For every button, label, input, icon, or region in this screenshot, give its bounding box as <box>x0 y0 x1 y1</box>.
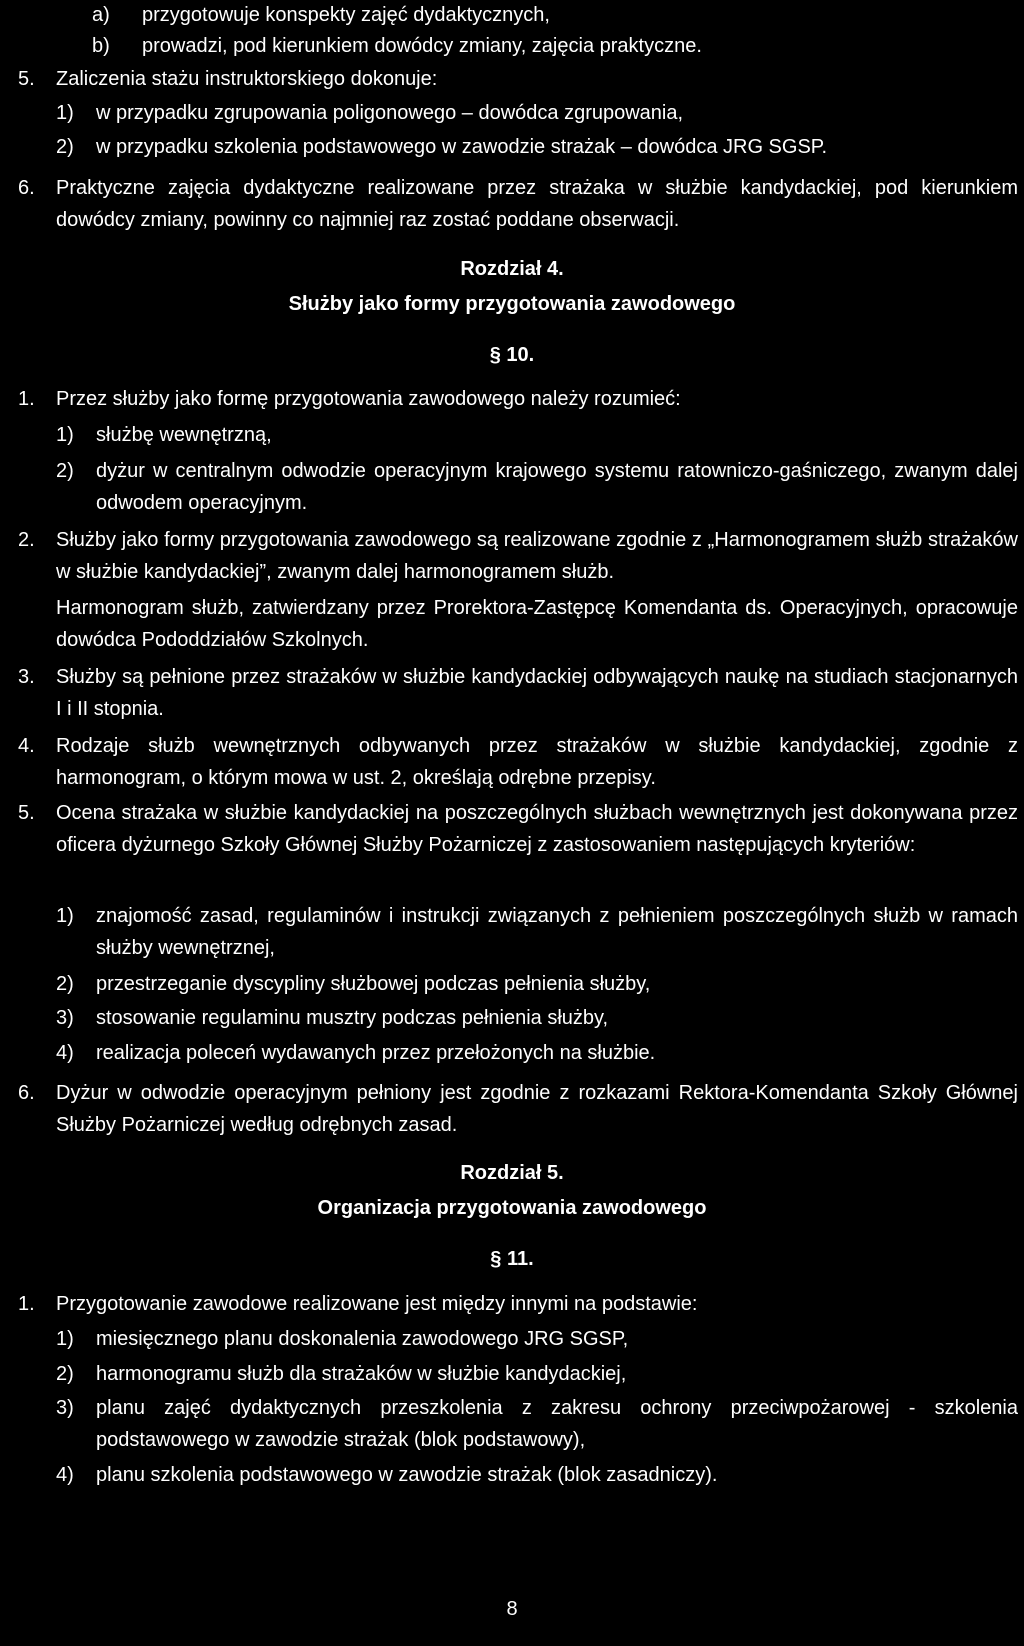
paragraph <box>18 524 1018 588</box>
list-item <box>56 419 1018 451</box>
paragraph <box>18 797 1018 861</box>
paragraph-number: 6. <box>18 177 35 199</box>
item-number: 4) <box>56 1464 74 1486</box>
item-text: w przypadku zgrupowania poligonowego – dowódca zgrupowania, <box>96 102 684 124</box>
paragraph-number: 6. <box>18 1082 35 1104</box>
section-sign: § 10. <box>489 344 535 366</box>
item-number: 1) <box>56 1328 74 1350</box>
paragraph <box>18 172 1018 236</box>
paragraph <box>18 730 1018 794</box>
item-number: 2) <box>56 460 74 482</box>
list-item <box>56 1392 1018 1456</box>
paragraph-number: 1. <box>18 388 35 410</box>
paragraph-text: Służby są pełnione przez strażaków w służbie kandydackiej odbywających naukę na studiach stacjonarnych I i II stopnia. <box>56 666 1018 720</box>
item-number: 2) <box>56 973 74 995</box>
paragraph-text: Rodzaje służb wewnętrznych odbywanych przez strażaków w służbie kandydackiej, zgodnie z harmonogram, o którym mowa w ust. 2, określają odrębne przepisy. <box>56 735 1018 789</box>
chapter-label: Rozdział 4. <box>460 258 564 280</box>
list-item <box>56 455 1018 519</box>
page-number: 8 <box>506 1598 518 1620</box>
item-label: b) <box>92 35 110 57</box>
chapter-label: Rozdział 5. <box>460 1162 564 1184</box>
list-item <box>56 1323 1018 1355</box>
paragraph-text: Zaliczenia stażu instruktorskiego dokonuje: <box>56 68 438 90</box>
paragraph <box>18 661 1018 725</box>
item-text: w przypadku szkolenia podstawowego w zawodzie strażak – dowódca JRG SGSP. <box>96 136 828 158</box>
item-text: stosowanie regulaminu musztry podczas pełnienia służby, <box>96 1007 609 1029</box>
paragraph <box>18 383 1018 415</box>
item-number: 3) <box>56 1397 74 1419</box>
item-text: służbę wewnętrzną, <box>96 424 272 446</box>
item-text: planu szkolenia podstawowego w zawodzie strażak (blok zasadniczy). <box>96 1464 718 1486</box>
list-item <box>56 1002 1018 1034</box>
item-text: przygotowuje konspekty zajęć dydaktycznych, <box>142 4 550 26</box>
list-item <box>92 30 1018 62</box>
paragraph-text: Służby jako formy przygotowania zawodowego są realizowane zgodnie z „Harmonogramem służb strażaków w służbie kandydackiej”, zwanym dalej harmonogramem służb. <box>56 529 1018 583</box>
paragraph-number: 5. <box>18 802 35 824</box>
list-item <box>92 0 1018 31</box>
list-item <box>56 968 1018 1000</box>
paragraph-continuation: Harmonogram służb, zatwierdzany przez Prorektora-Zastępcę Komendanta ds. Operacyjnych, opracowuje dowódca Pododdziałów Szkolnych. <box>56 597 1018 651</box>
item-text: przestrzeganie dyscypliny służbowej podczas pełnienia służby, <box>96 973 651 995</box>
list-item <box>56 131 1018 163</box>
paragraph-number: 2. <box>18 529 35 551</box>
item-number: 1) <box>56 905 74 927</box>
paragraph-number: 1. <box>18 1293 35 1315</box>
paragraph-text: Przygotowanie zawodowe realizowane jest między innymi na podstawie: <box>56 1293 698 1315</box>
section-sign: § 11. <box>490 1248 534 1270</box>
item-text: planu zajęć dydaktycznych przeszkolenia z zakresu ochrony przeciwpożarowej - szkolenia podstawowego w zawodzie strażak (blok podstawowy), <box>96 1397 1018 1451</box>
item-number: 2) <box>56 1363 74 1385</box>
paragraph-text: Ocena strażaka w służbie kandydackiej na poszczególnych służbach wewnętrznych jest dokonywana przez oficera dyżurnego Szkoły Głównej Służby Pożarniczej z zastosowaniem następujących kryteriów: <box>56 802 1018 856</box>
item-number: 2) <box>56 136 74 158</box>
paragraph-text: Praktyczne zajęcia dydaktyczne realizowane przez strażaka w służbie kandydackiej, pod kierunkiem dowódcy zmiany, powinny co najmniej raz zostać poddane obserwacji. <box>56 177 1018 231</box>
item-number: 3) <box>56 1007 74 1029</box>
paragraph-text: Przez służby jako formę przygotowania zawodowego należy rozumieć: <box>56 388 681 410</box>
item-text: dyżur w centralnym odwodzie operacyjnym krajowego systemu ratowniczo-gaśniczego, zwanym dalej odwodem operacyjnym. <box>96 460 1018 514</box>
list-item <box>56 1037 1018 1069</box>
item-text: miesięcznego planu doskonalenia zawodowego JRG SGSP, <box>96 1328 629 1350</box>
paragraph <box>18 63 1018 95</box>
list-item <box>56 1358 1018 1390</box>
item-text: znajomość zasad, regulaminów i instrukcji związanych z pełnieniem poszczególnych służb w ramach służby wewnętrznej, <box>96 905 1018 959</box>
item-text: realizacja poleceń wydawanych przez przełożonych na służbie. <box>96 1042 656 1064</box>
item-text: prowadzi, pod kierunkiem dowódcy zmiany, zajęcia praktyczne. <box>142 35 702 57</box>
list-item <box>56 1459 1018 1491</box>
paragraph-number: 3. <box>18 666 35 688</box>
paragraph-number: 4. <box>18 735 35 757</box>
list-item <box>56 97 1018 129</box>
paragraph <box>18 1288 1018 1320</box>
item-label: a) <box>92 4 110 26</box>
paragraph-text: Dyżur w odwodzie operacyjnym pełniony jest zgodnie z rozkazami Rektora-Komendanta Szkoły Głównej Służby Pożarniczej według odrębnych zasad. <box>56 1082 1018 1136</box>
list-item <box>56 900 1018 964</box>
item-text: harmonogramu służb dla strażaków w służbie kandydackiej, <box>96 1363 627 1385</box>
paragraph <box>18 1077 1018 1141</box>
chapter-title: Organizacja przygotowania zawodowego <box>317 1197 707 1219</box>
item-number: 1) <box>56 424 74 446</box>
paragraph-number: 5. <box>18 68 35 90</box>
item-number: 4) <box>56 1042 74 1064</box>
item-number: 1) <box>56 102 74 124</box>
chapter-title: Służby jako formy przygotowania zawodowego <box>288 293 736 315</box>
